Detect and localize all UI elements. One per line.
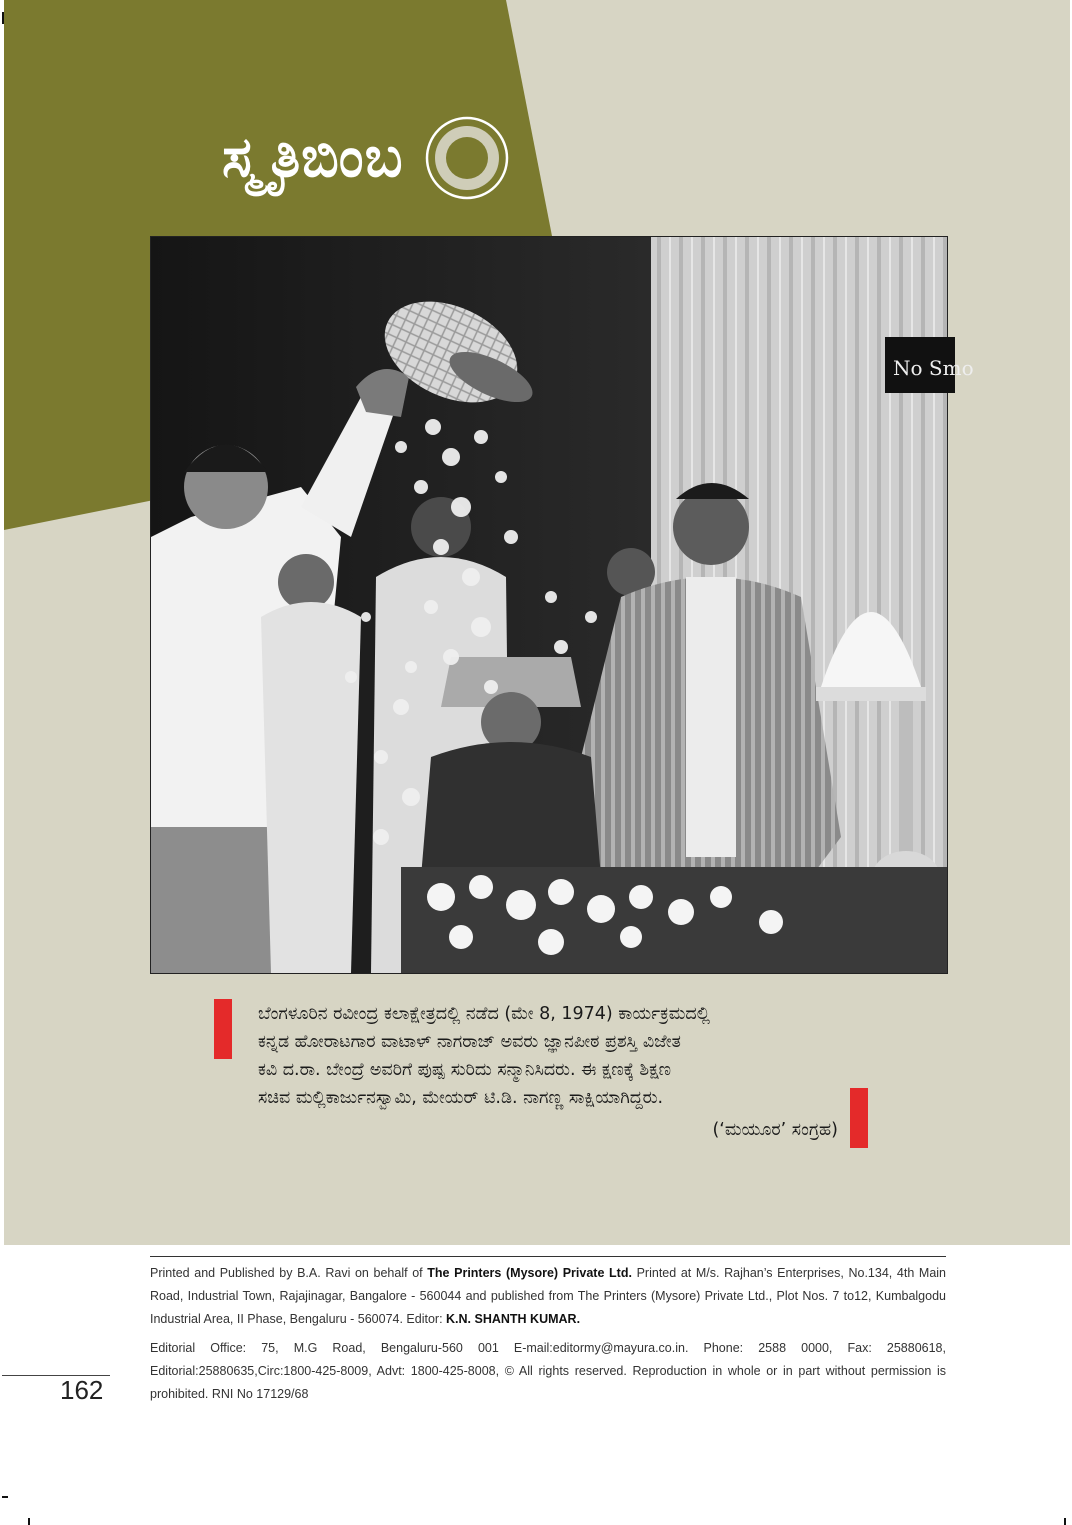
crop-mark: [28, 1518, 30, 1525]
editor-name: K.N. SHANTH KUMAR.: [446, 1312, 581, 1326]
caption-line-3: ಕವಿ ದ.ರಾ. ಬೇಂದ್ರೆ ಅವರಿಗೆ ಪುಷ್ಪ ಸುರಿದು ಸನ್ಮಾನಿಸಿದರು. ಈ ಕ್ಷಣಕ್ಕೆ ಶಿಕ್ಷಣ: [258, 1060, 672, 1080]
caption-accent-bar-right: [850, 1088, 868, 1148]
page-number: 162: [60, 1375, 104, 1405]
imprint-footer: [150, 1262, 946, 1412]
caption-accent-bar-left: [214, 999, 232, 1059]
crop-mark: [1064, 1518, 1066, 1525]
photo-caption: [258, 1000, 838, 1144]
masthead: [222, 112, 524, 204]
footer-divider: [150, 1256, 946, 1257]
photo-illustration: [151, 237, 974, 973]
no-smoking-sign: No Smo: [893, 356, 974, 380]
imprint-text-c: Printed at M/s. Rajhan’s Enterprises, No.134, 4th Main Road, Industrial Town, Rajajinagar, Bangalore - 560044 and published from The Printers (Mysore) Private Ltd., Plot Nos. 7 to12, Kumbalgodu Industrial Area, II Phase, Bengaluru - 560074. Editor:: [150, 1266, 946, 1326]
publisher-name: The Printers (Mysore) Private Ltd.: [427, 1266, 632, 1280]
target-ring-icon: [410, 112, 524, 204]
imprint-paragraph: [150, 1262, 946, 1331]
caption-line-1: ಬೆಂಗಳೂರಿನ ರವೀಂದ್ರ ಕಲಾಕ್ಷೇತ್ರದಲ್ಲಿ ನಡೆದ (ಮೇ 8, 1974) ಕಾರ್ಯಕ್ರಮದಲ್ಲಿ: [258, 1004, 710, 1024]
caption-line-4: ಸಚಿವ ಮಲ್ಲಿಕಾರ್ಜುನಸ್ವಾಮಿ, ಮೇಯರ್ ಟಿ.ಡಿ. ನಾಗಣ್ಣ ಸಾಕ್ಷಿಯಾಗಿದ್ದರು.: [258, 1088, 664, 1108]
editorial-office-paragraph: Editorial Office: 75, M.G Road, Bengaluru-560 001 E-mail:editormy@mayura.co.in. Phone: 2588 0000, Fax: 25880618, Editorial:25880635,Circ:1800-425-8009, Advt: 1800-425-8008, © All rights reserved. Reproduction in whole or in part without permission is prohibited. RNI No 17129/68: [150, 1341, 946, 1401]
imprint-text-a: Printed and Published by B.A. Ravi on behalf of: [150, 1266, 428, 1280]
event-photograph: [150, 236, 974, 974]
crop-mark: [2, 1496, 8, 1498]
masthead-title: ಸ್ಮೃತಿಬಿಂಬ: [222, 125, 404, 190]
caption-credit: (‘ಮಯೂರ’ ಸಂಗ್ರಹ): [712, 1120, 838, 1140]
caption-line-2: ಕನ್ನಡ ಹೋರಾಟಗಾರ ವಾಟಾಳ್ ನಾಗರಾಜ್ ಅವರು ಜ್ಞಾನಪೀಠ ಪ್ರಶಸ್ತಿ ವಿಜೇತ: [258, 1032, 681, 1052]
